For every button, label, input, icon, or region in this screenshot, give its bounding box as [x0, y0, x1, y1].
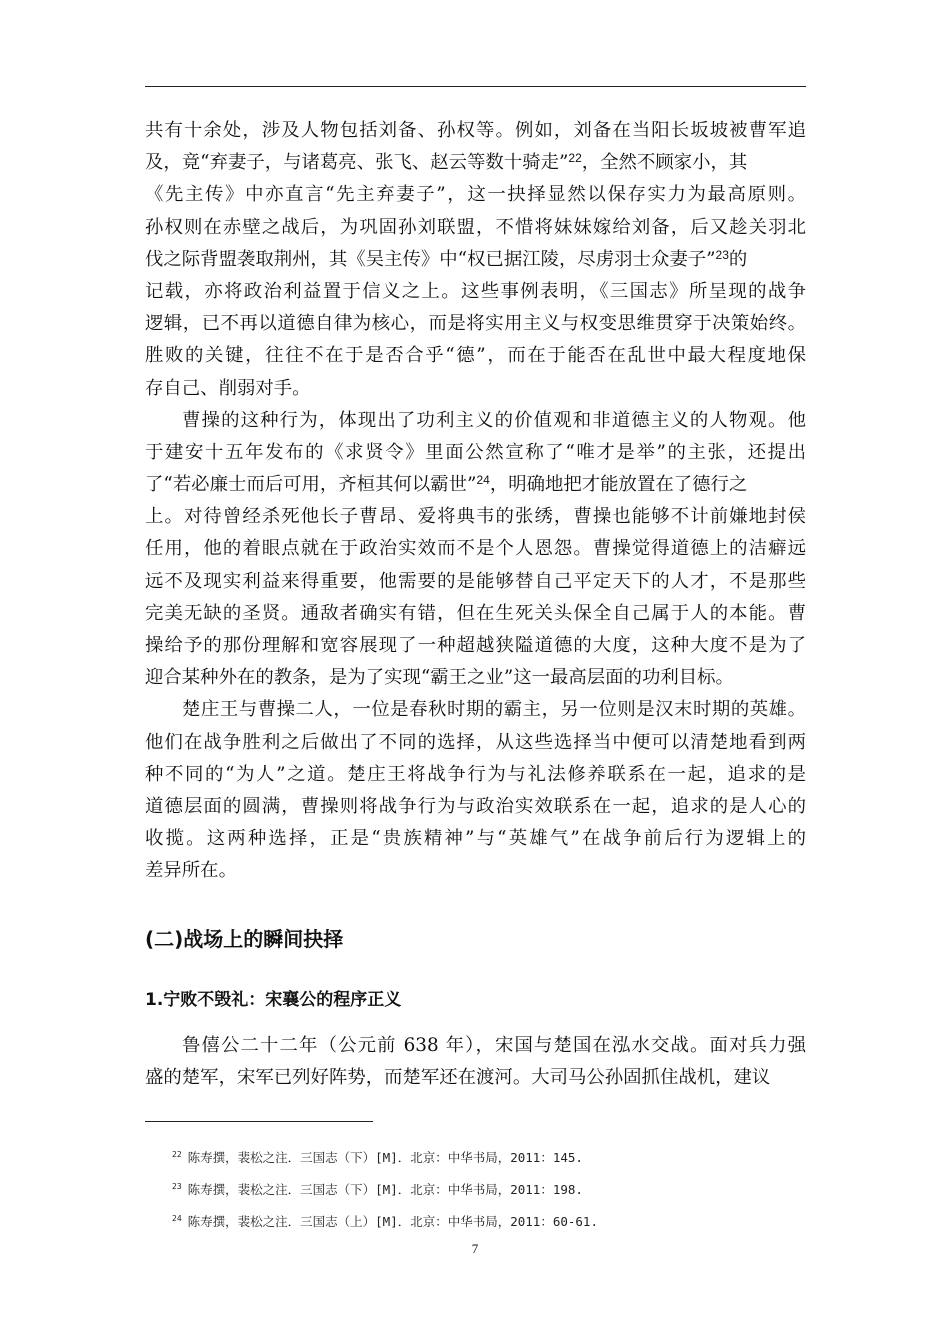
line-text: 种不同的“为人”之道。楚庄王将战争行为与礼法修养联系在一起，追求的是 [145, 763, 806, 785]
line-text: 上。对待曾经杀死他长子曹昂、爱将典韦的张绣，曹操也能够不计前嫌地封侯 [145, 506, 806, 528]
text-line [145, 147, 806, 179]
line-text: 收揽。这两种选择，正是“贵族精神”与“英雄气”在战争前后行为逻辑上的 [145, 828, 806, 850]
line-text: 楚庄王与曹操二人，一位是春秋时期的霸主，另一位则是汉末时期的英雄。 [182, 699, 806, 721]
line-text: 曹操的这种行为，体现出了功利主义的价值观和非道德主义的人物观。他 [182, 409, 806, 431]
text-line [145, 727, 806, 759]
text-line [145, 469, 806, 501]
line-text: 任用，他的着眼点就在于政治实效而不是个人恩怨。曹操觉得道德上的洁癖远 [145, 538, 806, 560]
line-text: 操给予的那份理解和宽容展现了一种超越狭隘道德的大度，这种大度不是为了 [145, 635, 806, 656]
footnote-23 [172, 1179, 583, 1198]
text-line [145, 759, 806, 791]
text-line [145, 115, 806, 147]
line-text: 于建安十五年发布的《求贤令》里面公然宣称了“唯才是举”的主张，还提出 [145, 441, 806, 463]
footnote-ref: 23 [715, 247, 729, 262]
text-line [145, 212, 806, 244]
text-line [145, 373, 806, 405]
header-rule [145, 86, 806, 87]
footnote-text: 陈寿撰，裴松之注．三国志（上）[M]．北京：中华书局，2011：60-61. [187, 1214, 598, 1229]
line-text: 差异所在。 [145, 860, 237, 882]
sub-heading: 1.宁败不毁礼：宋襄公的程序正义 [145, 990, 402, 1010]
text-line [145, 244, 806, 276]
text-line [145, 855, 806, 887]
paragraph-4 [145, 1030, 806, 1094]
footnote-mark: 22 [172, 1150, 182, 1159]
line-text: 鲁僖公二十二年（公元前 638 年），宋国与楚国在泓水交战。面对兵力强 [182, 1035, 806, 1056]
line-text: 远不及现实利益来得重要，他需要的是能够替自己平定天下的人才，不是那些 [145, 570, 806, 592]
text-line [145, 405, 806, 437]
text-line [145, 791, 806, 823]
footnote-mark: 24 [172, 1214, 182, 1223]
footnote-ref: 22 [568, 151, 582, 166]
text-line [145, 501, 806, 533]
text-line [145, 630, 806, 662]
line-text: ，全然不顾家小，其 [581, 152, 748, 174]
text-line [145, 340, 806, 372]
text-line [145, 437, 806, 469]
footnote-text: 陈寿撰，裴松之注．三国志（下）[M]．北京：中华书局，2011：145. [187, 1150, 583, 1165]
text-line [145, 308, 806, 340]
line-text: 共有十余处，涉及人物包括刘备、孙权等。例如，刘备在当阳长坂坡被曹军追 [145, 120, 806, 141]
text-line [145, 1062, 806, 1094]
line-text: 道德层面的圆满，曹操则将战争行为与政治实效联系在一起，追求的是人心的 [145, 795, 806, 817]
line-text: 《先主传》中亦直言“先主弃妻子”，这一抉择显然以保存实力为最高原则。 [145, 184, 806, 206]
footnote-mark: 23 [172, 1182, 182, 1191]
text-line [145, 823, 806, 855]
footnote-22 [172, 1147, 583, 1166]
paragraph-2 [145, 405, 806, 695]
line-text: 他们在战争胜利之后做出了不同的选择，从这些选择当中便可以清楚地看到两 [145, 731, 806, 753]
line-text: 孙权则在赤壁之战后，为巩固孙刘联盟，不惜将妹妹嫁给刘备，后又趁关羽北 [145, 216, 806, 238]
footnote-rule [145, 1121, 373, 1122]
text-line [145, 598, 806, 630]
line-text: 的 [728, 248, 748, 270]
line-text: 迎合某种外在的教条，是为了实现“霸王之业”这一最高层面的功利目标。 [145, 667, 734, 689]
section-heading: (二)战场上的瞬间抉择 [145, 927, 344, 951]
page-number: 7 [471, 1241, 479, 1256]
line-text: 逻辑，已不再以道德自律为核心，而是将实用主义与权变思维贯穿于决策始终。 [145, 313, 806, 335]
text-line [145, 179, 806, 211]
footnote-24 [172, 1211, 598, 1230]
line-text: 伐之际背盟袭取荆州，其《吴主传》中“权已据江陵，尽虏羽士众妻子” [145, 248, 716, 270]
line-text: 完美无缺的圣贤。通敌者确实有错，但在生死关头保全自己属于人的本能。曹 [145, 602, 806, 624]
text-line [145, 566, 806, 598]
text-line [145, 533, 806, 565]
line-text: 存自己、削弱对手。 [145, 377, 311, 399]
text-line [145, 662, 806, 694]
line-text: 了“若必廉士而后可用，齐桓其何以霸世” [145, 474, 477, 496]
body-text [145, 115, 806, 888]
line-text: 盛的楚军，宋军已列好阵势，而楚军还在渡河。大司马公孙固抓住战机，建议 [145, 1067, 771, 1089]
line-text: 及，竟“弃妻子，与诸葛亮、张飞、赵云等数十骑走” [145, 152, 569, 174]
text-line [145, 1030, 806, 1062]
footnote-text: 陈寿撰，裴松之注．三国志（下）[M]．北京：中华书局，2011：198. [187, 1182, 583, 1197]
line-text: ，明确地把才能放置在了德行之 [489, 474, 748, 496]
footnote-ref: 24 [476, 473, 490, 488]
line-text: 记载，亦将政治利益置于信义之上。这些事例表明，《三国志》所呈现的战争 [145, 280, 806, 302]
text-line [145, 694, 806, 726]
line-text: 胜败的关键，往往不在于是否合乎“德”，而在于能否在乱世中最大程度地保 [145, 345, 806, 367]
paragraph-1 [145, 115, 806, 405]
text-line [145, 276, 806, 308]
paragraph-3 [145, 694, 806, 887]
